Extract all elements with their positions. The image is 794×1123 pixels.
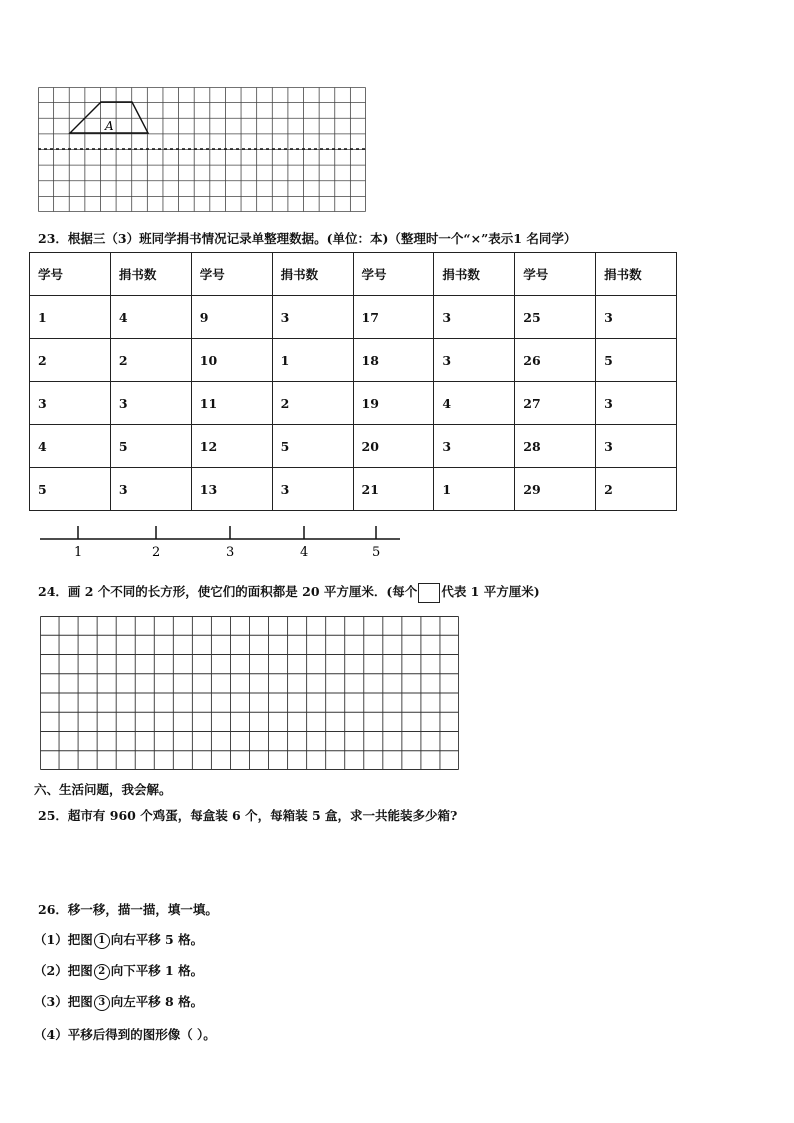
number-line-label: 4 [300, 545, 309, 560]
table-cell: 1 [272, 339, 353, 382]
table-row [30, 339, 677, 382]
figure-number-mark: 1 [94, 933, 110, 949]
table-cell: 26 [515, 339, 596, 382]
table-cell: 4 [30, 425, 111, 468]
table-header-cell: 捐书数 [110, 253, 191, 296]
table-cell: 2 [272, 382, 353, 425]
q26-item-1 [34, 930, 203, 949]
table-cell: 20 [353, 425, 434, 468]
table-cell: 1 [30, 296, 111, 339]
table-cell: 3 [434, 296, 515, 339]
table-cell: 3 [434, 339, 515, 382]
table-cell: 5 [30, 468, 111, 511]
table-cell: 3 [272, 296, 353, 339]
q26-item-4: （4）平移后得到的图形像（ ）。 [34, 1027, 216, 1042]
donation-record-table [29, 252, 677, 511]
table-cell: 13 [191, 468, 272, 511]
table-header-cell: 捐书数 [596, 253, 677, 296]
q26-item-suffix: 向下平移 1 格。 [110, 963, 204, 978]
q26-item-prefix: （3）把图 [34, 994, 93, 1009]
table-cell: 4 [110, 296, 191, 339]
number-line [40, 522, 402, 562]
table-cell: 3 [596, 296, 677, 339]
q26-item-suffix: 向左平移 8 格。 [110, 994, 204, 1009]
table-header-cell: 学号 [353, 253, 434, 296]
q23-text: 23．根据三（3）班同学捐书情况记录单整理数据。(单位：本)（整理时一个“×”表示1 名同学） [38, 231, 577, 246]
table-cell: 27 [515, 382, 596, 425]
number-line-label: 3 [226, 545, 235, 560]
table-header-cell: 学号 [515, 253, 596, 296]
table-cell: 1 [434, 468, 515, 511]
table-cell: 18 [353, 339, 434, 382]
figure-number-mark: 2 [94, 964, 110, 980]
number-line-label: 2 [152, 545, 161, 560]
q24-text-before: 24．画 2 个不同的长方形，使它们的面积都是 20 平方厘米．(每个 [38, 584, 418, 599]
table-row [30, 425, 677, 468]
table-row [30, 468, 677, 511]
q26-item-prefix: （2）把图 [34, 963, 93, 978]
table-cell: 3 [110, 468, 191, 511]
table-cell: 11 [191, 382, 272, 425]
section-six-heading: 六、生活问题，我会解。 [34, 782, 172, 797]
table-cell: 2 [30, 339, 111, 382]
table-cell: 10 [191, 339, 272, 382]
table-cell: 17 [353, 296, 434, 339]
q24-text-after: 代表 1 平方厘米) [441, 584, 540, 599]
table-header-cell: 学号 [30, 253, 111, 296]
table-cell: 3 [272, 468, 353, 511]
table-cell: 29 [515, 468, 596, 511]
figure-number-mark: 3 [94, 995, 110, 1011]
q26-item-prefix: （1）把图 [34, 932, 93, 947]
table-cell: 12 [191, 425, 272, 468]
q26-item-2 [34, 961, 203, 980]
number-line-label: 1 [74, 545, 83, 560]
table-cell: 3 [30, 382, 111, 425]
table-cell: 5 [110, 425, 191, 468]
table-cell: 5 [272, 425, 353, 468]
figure-label: A [105, 119, 114, 133]
table-cell: 3 [434, 425, 515, 468]
table-cell: 21 [353, 468, 434, 511]
table-cell: 3 [110, 382, 191, 425]
table-cell: 19 [353, 382, 434, 425]
translation-grid-figure [38, 87, 366, 212]
q24-text [38, 582, 540, 603]
table-cell: 2 [110, 339, 191, 382]
table-cell: 25 [515, 296, 596, 339]
table-cell: 3 [596, 425, 677, 468]
q25-text: 25．超市有 960 个鸡蛋，每盒装 6 个，每箱装 5 盒，求一共能装多少箱? [38, 808, 458, 823]
table-cell: 3 [596, 382, 677, 425]
drawing-grid[interactable] [40, 616, 459, 770]
table-cell: 28 [515, 425, 596, 468]
table-row [30, 296, 677, 339]
table-cell: 9 [191, 296, 272, 339]
q26-item-suffix: 向右平移 5 格。 [110, 932, 204, 947]
q26-item-3 [34, 992, 203, 1011]
number-line-label: 5 [372, 545, 381, 560]
table-header-row [30, 253, 677, 296]
table-header-cell: 捐书数 [434, 253, 515, 296]
table-header-cell: 学号 [191, 253, 272, 296]
table-header-cell: 捐书数 [272, 253, 353, 296]
unit-square-icon [418, 583, 440, 603]
q26-title: 26．移一移，描一描，填一填。 [38, 902, 218, 917]
table-cell: 2 [596, 468, 677, 511]
table-row [30, 382, 677, 425]
table-cell: 4 [434, 382, 515, 425]
table-cell: 5 [596, 339, 677, 382]
